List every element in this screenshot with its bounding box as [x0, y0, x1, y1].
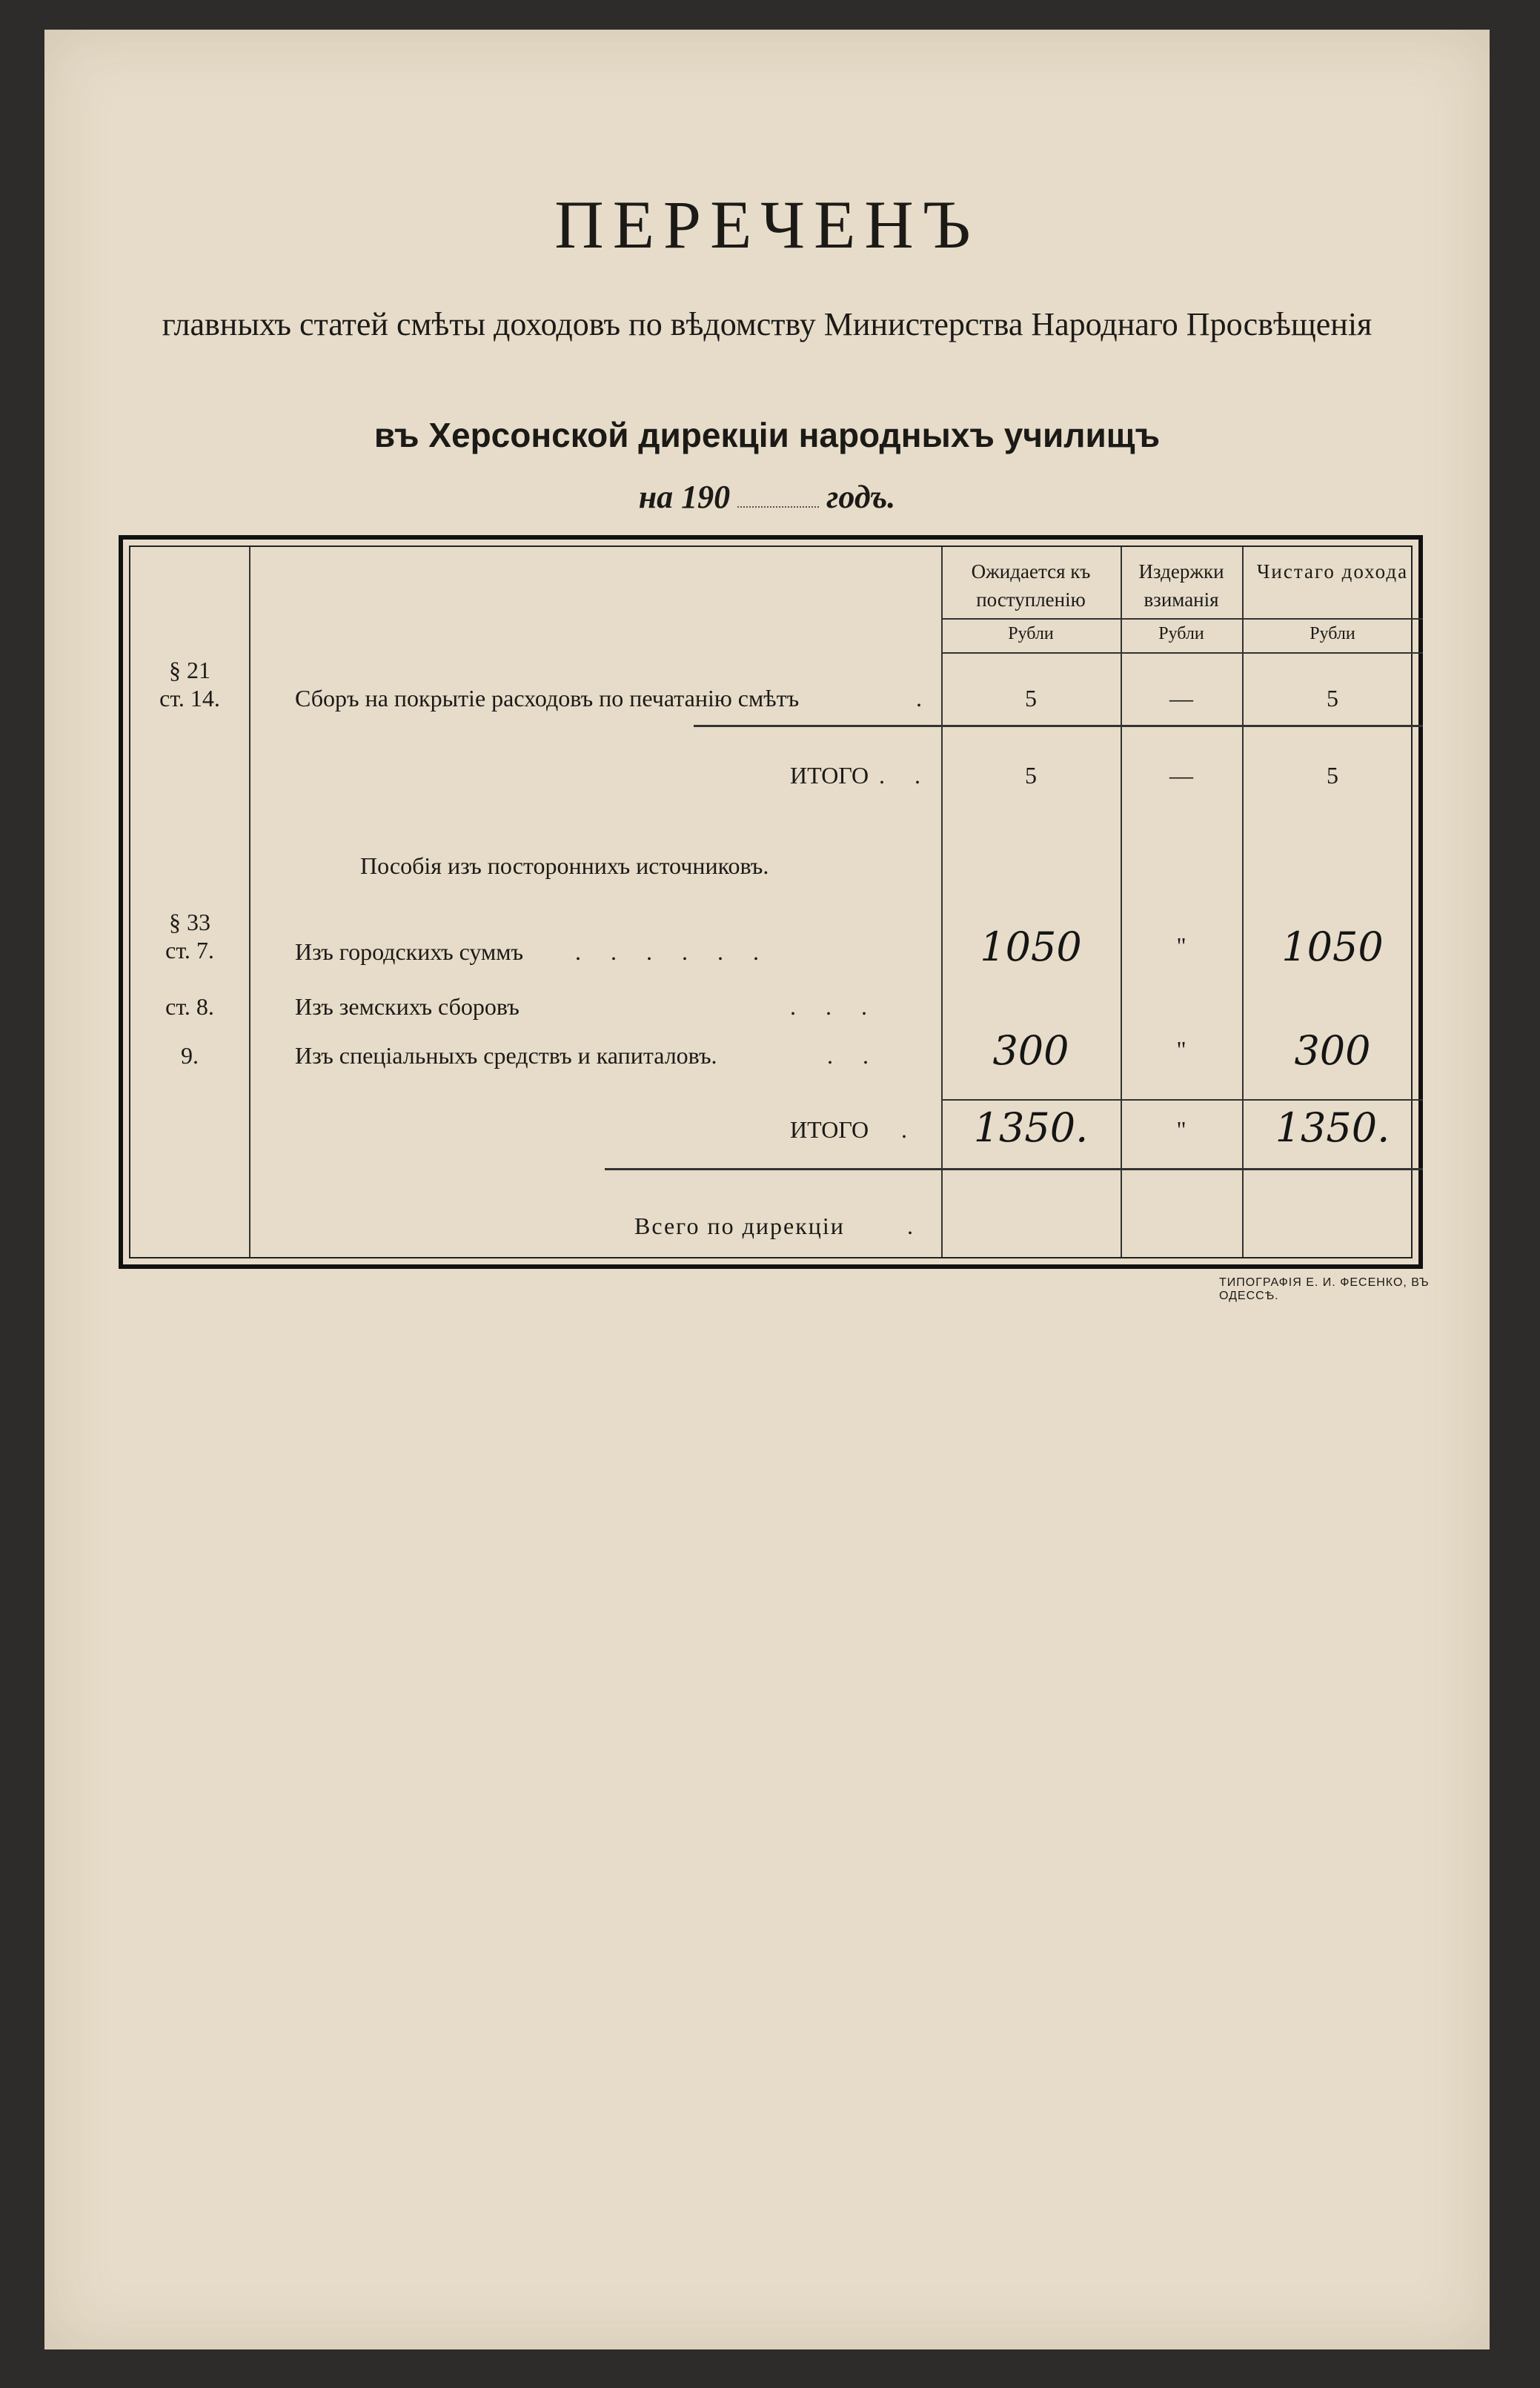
- dot-leader: .: [907, 1213, 913, 1239]
- row-city-funds-costs: ": [1176, 932, 1186, 959]
- unit-divider: [941, 652, 1423, 654]
- subtotal-rule-2: [941, 1099, 1423, 1101]
- total-2-net: 1350.: [1275, 1104, 1390, 1151]
- subtotal-rule-1: [694, 725, 1423, 727]
- total-2-expected: 1350.: [973, 1104, 1089, 1151]
- row-city-funds-expected: 1050: [980, 923, 1082, 970]
- row-special-funds-net: 300: [1294, 1027, 1371, 1074]
- header-expected: Ожидается къ поступленію: [971, 560, 1091, 611]
- ref-article-8: ст. 8.: [165, 993, 214, 1020]
- total-2-label: ИТОГО: [790, 1116, 869, 1143]
- year-suffix: годъ.: [826, 479, 896, 515]
- unit-costs: Рубли: [1158, 624, 1204, 643]
- ref-section-33: § 33: [169, 909, 210, 935]
- dot-leader: ..: [827, 1042, 898, 1069]
- row-special-funds-costs: ": [1176, 1036, 1186, 1063]
- row-printing-fee-label: Сборъ на покрытіе расходовъ по печатанію смѣтъ: [295, 685, 800, 712]
- row-city-funds-net: 1050: [1281, 923, 1384, 970]
- year-line: [44, 478, 1490, 516]
- row-special-funds-label: Изъ спеціальныхъ средствъ и капиталовъ.: [295, 1042, 717, 1069]
- ref-article-9: 9.: [181, 1042, 199, 1069]
- document-page: [44, 30, 1490, 2349]
- row-printing-fee-net: 5: [1327, 685, 1338, 712]
- row-printing-fee-expected: 5: [1025, 685, 1037, 712]
- row-special-funds-expected: 300: [992, 1027, 1069, 1074]
- year-prefix: на 190: [638, 479, 731, 515]
- page-title: ПЕРЕЧЕНЪ: [554, 187, 980, 262]
- grand-total-rule: [605, 1168, 1423, 1170]
- total-1-costs: —: [1169, 762, 1193, 789]
- header-costs: Издержки взиманія: [1138, 560, 1224, 611]
- row-city-funds-label: Изъ городскихъ суммъ: [295, 938, 524, 965]
- row-zemstvo-label: Изъ земскихъ сборовъ: [295, 993, 520, 1020]
- ref-section-21: § 21: [169, 657, 210, 683]
- dot-leader: .: [916, 685, 922, 712]
- table-inner-frame: [129, 545, 1413, 1258]
- subtitle: главныхъ статей смѣты доходовъ по вѣдомству Министерства Народнаго Просвѣщенія: [162, 306, 1373, 342]
- ref-article-7: ст. 7.: [165, 937, 214, 964]
- dot-leader: ..: [879, 762, 950, 789]
- header-divider: [941, 618, 1423, 620]
- ref-article-14: ст. 14.: [159, 685, 220, 712]
- total-1-label: ИТОГО: [790, 762, 869, 789]
- total-2-costs: ": [1176, 1116, 1186, 1143]
- total-1-expected: 5: [1025, 762, 1037, 789]
- grand-total-label: Всего по дирекціи: [634, 1213, 845, 1239]
- total-1-net: 5: [1327, 762, 1338, 789]
- dot-leader: ......: [575, 938, 789, 965]
- dot-leader: ...: [790, 993, 897, 1020]
- header-net: Чистаго дохода: [1256, 560, 1409, 583]
- printer-imprint: ТИПОГРАФІЯ Е. И. ФЕСЕНКО, ВЪ ОДЕССѢ.: [1219, 1276, 1430, 1302]
- row-printing-fee-costs: —: [1169, 685, 1193, 712]
- budget-table: [119, 535, 1423, 1269]
- unit-expected: Рубли: [1008, 624, 1054, 643]
- dot-leader: .: [901, 1116, 907, 1143]
- year-blank: [737, 506, 819, 508]
- unit-net: Рубли: [1310, 624, 1355, 643]
- col-rule-ref: [249, 547, 250, 1257]
- directorate-line: въ Херсонской дирекціи народныхъ училищъ: [374, 416, 1161, 454]
- section-heading: Пособія изъ постороннихъ источниковъ.: [360, 852, 769, 879]
